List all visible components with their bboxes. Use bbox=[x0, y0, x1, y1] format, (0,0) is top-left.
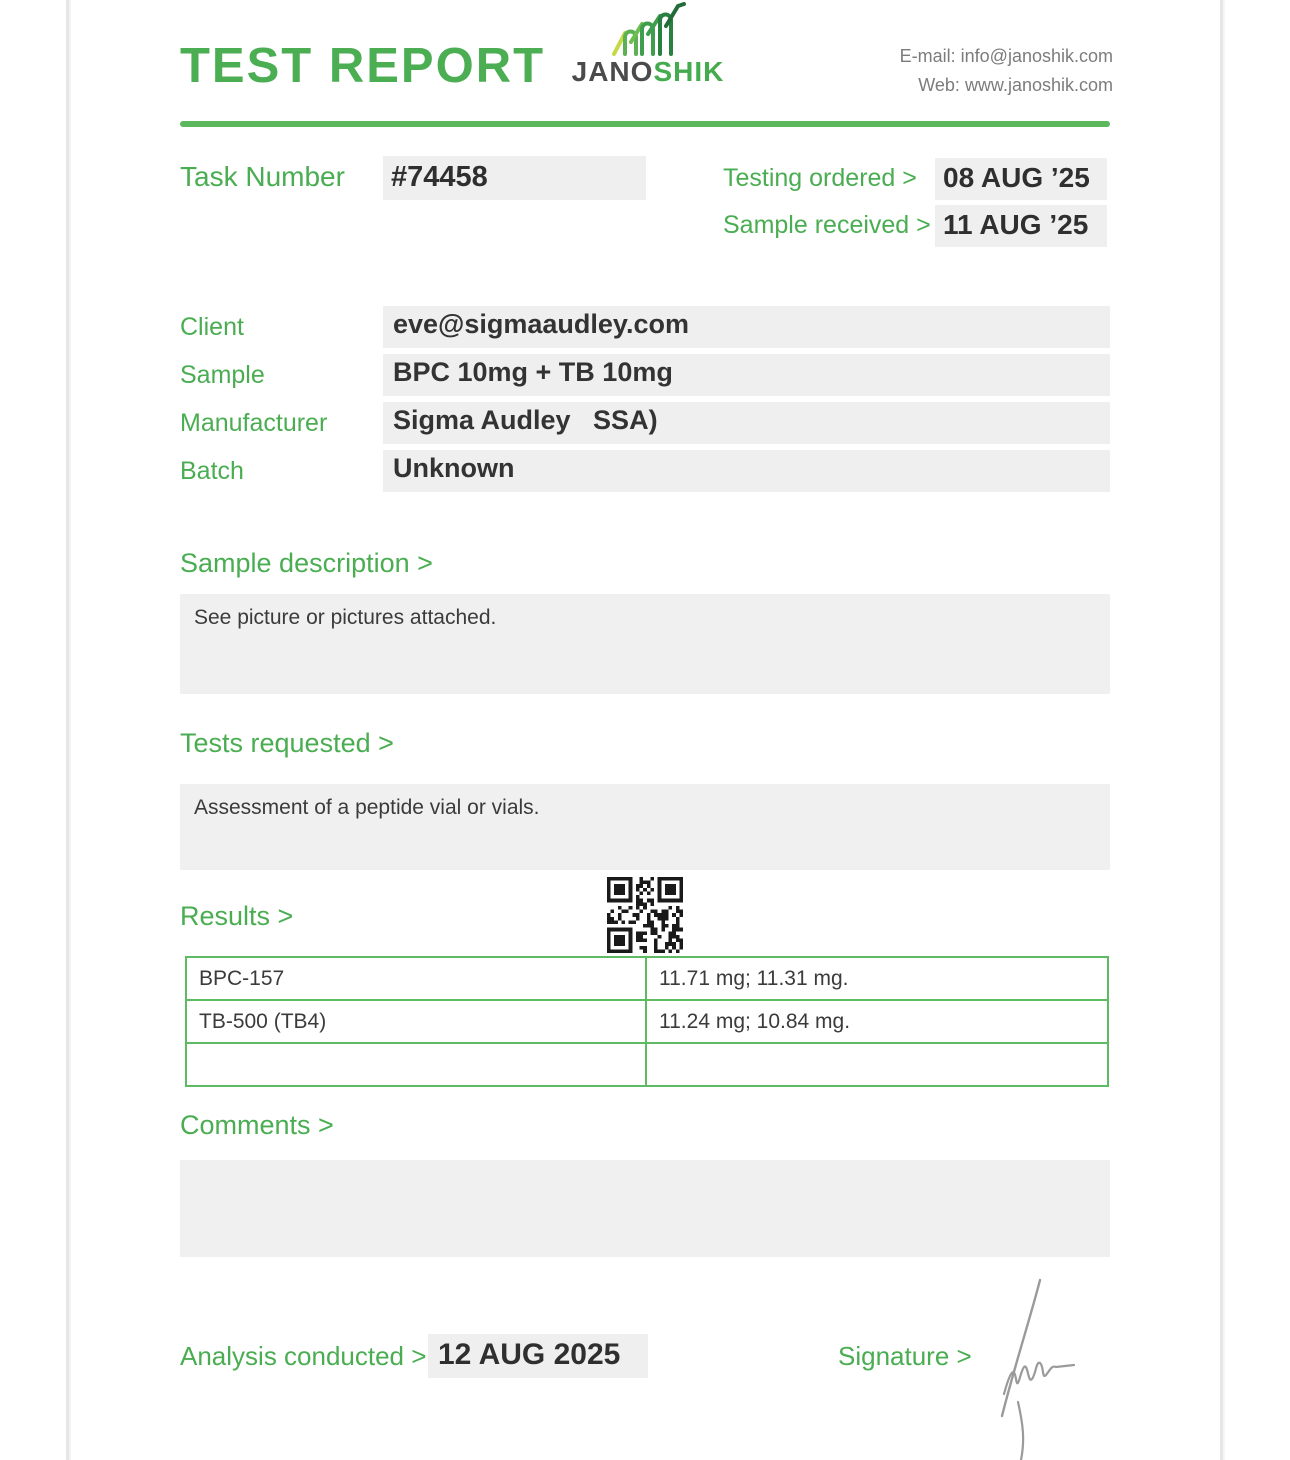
testing-ordered-label: Testing ordered > bbox=[723, 164, 917, 192]
tests-requested-heading: Tests requested > bbox=[180, 728, 394, 758]
logo-wordmark-green: SHIK bbox=[653, 56, 725, 87]
client-value: eve@sigmaaudley.com bbox=[383, 306, 1110, 348]
signature-label: Signature > bbox=[838, 1341, 972, 1371]
sample-description-box bbox=[180, 594, 1110, 694]
contact-web: Web: www.janoshik.com bbox=[918, 75, 1113, 95]
tests-requested-text: Assessment of a peptide vial or vials. bbox=[194, 796, 540, 819]
sample-description-text: See picture or pictures attached. bbox=[194, 606, 497, 629]
tests-requested-box bbox=[180, 784, 1110, 870]
batch-label: Batch bbox=[180, 457, 244, 485]
result-value: 11.71 mg; 11.31 mg. bbox=[659, 967, 849, 990]
analysis-date-value: 12 AUG 2025 bbox=[428, 1334, 648, 1378]
qr-code bbox=[607, 877, 683, 953]
header-divider bbox=[180, 121, 1110, 127]
page-edge-left bbox=[66, 0, 69, 1460]
task-number-label: Task Number bbox=[180, 161, 345, 192]
sample-description-heading: Sample description > bbox=[180, 548, 433, 578]
contact-email: E-mail: info@janoshik.com bbox=[899, 46, 1113, 66]
client-label: Client bbox=[180, 313, 244, 341]
result-name: BPC-157 bbox=[187, 958, 647, 999]
result-name bbox=[187, 1044, 647, 1085]
logo-wordmark-dark: JANO bbox=[571, 56, 654, 87]
table-row bbox=[187, 999, 1107, 1042]
logo-wordmark bbox=[560, 56, 736, 88]
sample-received-value: 11 AUG ’25 bbox=[935, 205, 1107, 247]
page-title: TEST REPORT bbox=[180, 39, 546, 93]
result-value: 11.24 mg; 10.84 mg. bbox=[659, 1010, 851, 1033]
sample-label: Sample bbox=[180, 361, 265, 389]
analysis-conducted-label: Analysis conducted > bbox=[180, 1341, 427, 1371]
logo-bar-chart-icon bbox=[604, 2, 688, 63]
comments-box bbox=[180, 1160, 1110, 1257]
results-heading: Results > bbox=[180, 901, 294, 931]
contact-block bbox=[790, 42, 1113, 100]
task-number-value: #74458 bbox=[383, 156, 646, 200]
sample-value: BPC 10mg + TB 10mg bbox=[383, 354, 1110, 396]
table-row bbox=[187, 1042, 1107, 1085]
signature-scribble bbox=[988, 1276, 1108, 1460]
result-name: TB-500 (TB4) bbox=[187, 1001, 647, 1042]
batch-value: Unknown bbox=[383, 450, 1110, 492]
manufacturer-value: Sigma Audley SSA) bbox=[383, 402, 1110, 444]
comments-text bbox=[180, 1160, 1110, 1172]
results-table bbox=[185, 956, 1109, 1087]
page-edge-right bbox=[1220, 0, 1223, 1460]
sample-received-label: Sample received > bbox=[723, 211, 931, 239]
manufacturer-label: Manufacturer bbox=[180, 409, 328, 437]
table-row bbox=[187, 958, 1107, 999]
comments-heading: Comments > bbox=[180, 1110, 334, 1140]
testing-ordered-value: 08 AUG ’25 bbox=[935, 158, 1107, 200]
result-value bbox=[647, 1044, 1107, 1085]
